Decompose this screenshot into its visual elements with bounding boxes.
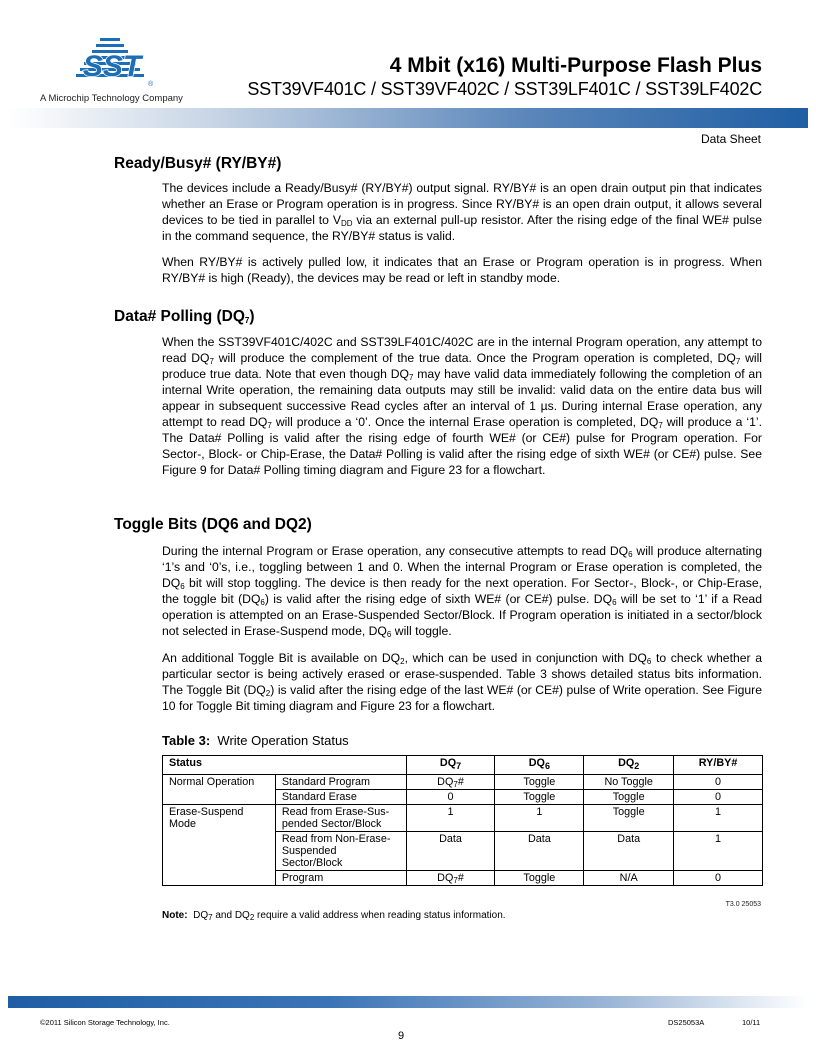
header-cell: RY/BY#	[674, 756, 763, 775]
table-cell: 1	[495, 805, 584, 832]
table-cell: 0	[674, 790, 763, 805]
write-operation-status-table	[162, 755, 763, 886]
table-cell: Toggle	[584, 790, 674, 805]
table-cell: Read from Erase-Sus- pended Sector/Block	[275, 805, 406, 832]
table-row	[163, 805, 763, 832]
table-cell: 0	[674, 871, 763, 886]
company-tagline: A Microchip Technology Company	[40, 93, 183, 104]
footer-gradient-bar	[8, 996, 808, 1008]
table-cell: 1	[406, 805, 495, 832]
table-caption: Table 3: Write Operation Status	[162, 733, 349, 748]
table-cell: Standard Program	[275, 775, 406, 790]
paragraph: When the SST39VF401C/402C and SST39LF401C/402C are in the internal Program operation, any attempt to read $DQ_7$ will produce the complement of the true data. Once the Program operation is completed, $DQ_7$ will produce true data. Note that even though $DQ_7$ may have valid data immediately following the completion of an internal Write operation, the remaining data outputs may still be invalid: valid data on the entire data bus will appear in subsequent successive Read cycles after an interval of 1 µs. During internal Erase operation, any attempt to read $DQ_7$ will produce a ‘0’. Once the internal Erase operation is completed, $DQ_7$ will produce a ‘1’. The Data# Polling is valid after the rising edge of fourth WE# (or CE#) pulse for Program operation. For Sector-, Block- or Chip-Erase, the Data# Polling is valid after the rising edge of sixth WE# (or CE#) pulse. See Figure 9 for Data# Polling timing diagram and Figure 23 for a flowchart.	[162, 335, 763, 477]
table-cell: Toggle	[495, 775, 584, 790]
document-title: 4 Mbit (x16) Multi-Purpose Flash Plus	[389, 54, 762, 77]
table-cell: 1	[674, 832, 763, 871]
group-cell: Normal Operation	[163, 775, 276, 805]
table-row	[163, 775, 763, 790]
table-cell: No Toggle	[584, 775, 674, 790]
table-cell: Program	[275, 871, 406, 886]
logo-text: SST	[82, 50, 142, 83]
table-cell: $DQ_7\#$	[406, 775, 495, 790]
paragraph: During the internal Program or Erase operation, any consecutive attempts to read $DQ_6$ will produce alternating ‘1’s and ‘0’s, i.e., toggling between 1 and 0. When the internal Program or Erase operation is completed, the $DQ_6$ bit will stop toggling. The device is then ready for the next operation. For Sector-, Block-, or Chip-Erase, the toggle bit $(DQ_6)$ is valid after the rising edge of sixth WE# (or CE#) pulse. $DQ_6$ will be set to ‘1’ if a Read operation is attempted on an Erase-Suspended Sector/Block. If Program operation is initiated in a sector/block not selected in Erase-Suspend mode, $DQ_6$ will toggle.	[162, 544, 762, 639]
header-gradient-bar	[8, 108, 808, 128]
doc-type-label: Data Sheet	[700, 132, 761, 146]
group-cell: Erase-Suspend Mode	[163, 805, 276, 886]
copyright: ©2011 Silicon Storage Technology, Inc.	[40, 1018, 170, 1027]
heading-toggle-bits: Toggle Bits (DQ6 and DQ2)	[114, 516, 312, 533]
table-cell: $DQ_7\#$	[406, 871, 495, 886]
sst-logo	[70, 36, 154, 90]
svg-text:®: ®	[148, 81, 154, 88]
table-cell: Toggle	[584, 805, 674, 832]
doc-id: DS25053A	[668, 1018, 705, 1027]
table-header-row	[163, 756, 763, 775]
table-cell: Read from Non-Erase- Suspended Sector/Block	[275, 832, 406, 871]
table-cell: 1	[674, 805, 763, 832]
table-cell: Toggle	[495, 871, 584, 886]
table-cell: Toggle	[495, 790, 584, 805]
paragraph: When RY/BY# is actively pulled low, it indicates that an Erase or Program operation is in progress. When RY/BY# is high (Ready), the devices may be read or left in standby mode.	[162, 255, 762, 285]
table-note: Note: $DQ_7$ and $DQ_2$ require a valid address when reading status information.	[162, 910, 506, 922]
header-cell: Status	[163, 756, 407, 775]
table-cell: Data	[406, 832, 495, 871]
paragraph: The devices include a Ready/Busy# (RY/BY#) output signal. RY/BY# is an open drain output pin that indicates whether an Erase or Program operation is in progress. Since RY/BY# is an open drain output, it allows several devices to be tied in parallel to $V_{DD}$ via an external pull-up resistor. After the rising edge of the final WE# pulse in the command sequence, the RY/BY# status is valid.	[162, 181, 762, 243]
table-cell: Data	[584, 832, 674, 871]
heading-ready-busy: Ready/Busy# (RY/BY#)	[114, 155, 282, 172]
heading-data-polling: Data# Polling $(DQ_7)$	[114, 308, 255, 325]
table-cell: Data	[495, 832, 584, 871]
table-cell: N/A	[584, 871, 674, 886]
header-cell: $DQ_2$	[584, 756, 674, 775]
paragraph: An additional Toggle Bit is available on $DQ_2$, which can be used in conjunction with $DQ_6$ to check whether a particular sector is being actively erased or erase-suspended. Table 3 shows detailed status bits information. The Toggle Bit $(DQ_2)$ is valid after the rising edge of the last WE# (or CE#) pulse of Write operation. See Figure 10 for Toggle Bit timing diagram and Figure 23 for a flowchart.	[162, 651, 762, 713]
part-numbers: SST39VF401C / SST39VF402C / SST39LF401C / SST39LF402C	[247, 79, 762, 99]
page-number: 9	[398, 1030, 405, 1042]
doc-date: 10/11	[742, 1018, 761, 1027]
table-code: T3.0 25053	[725, 901, 761, 908]
table-cell: 0	[406, 790, 495, 805]
header-cell: $DQ_7$	[406, 756, 495, 775]
header-cell: $DQ_6$	[495, 756, 584, 775]
table-cell: Standard Erase	[275, 790, 406, 805]
table-cell: 0	[674, 775, 763, 790]
